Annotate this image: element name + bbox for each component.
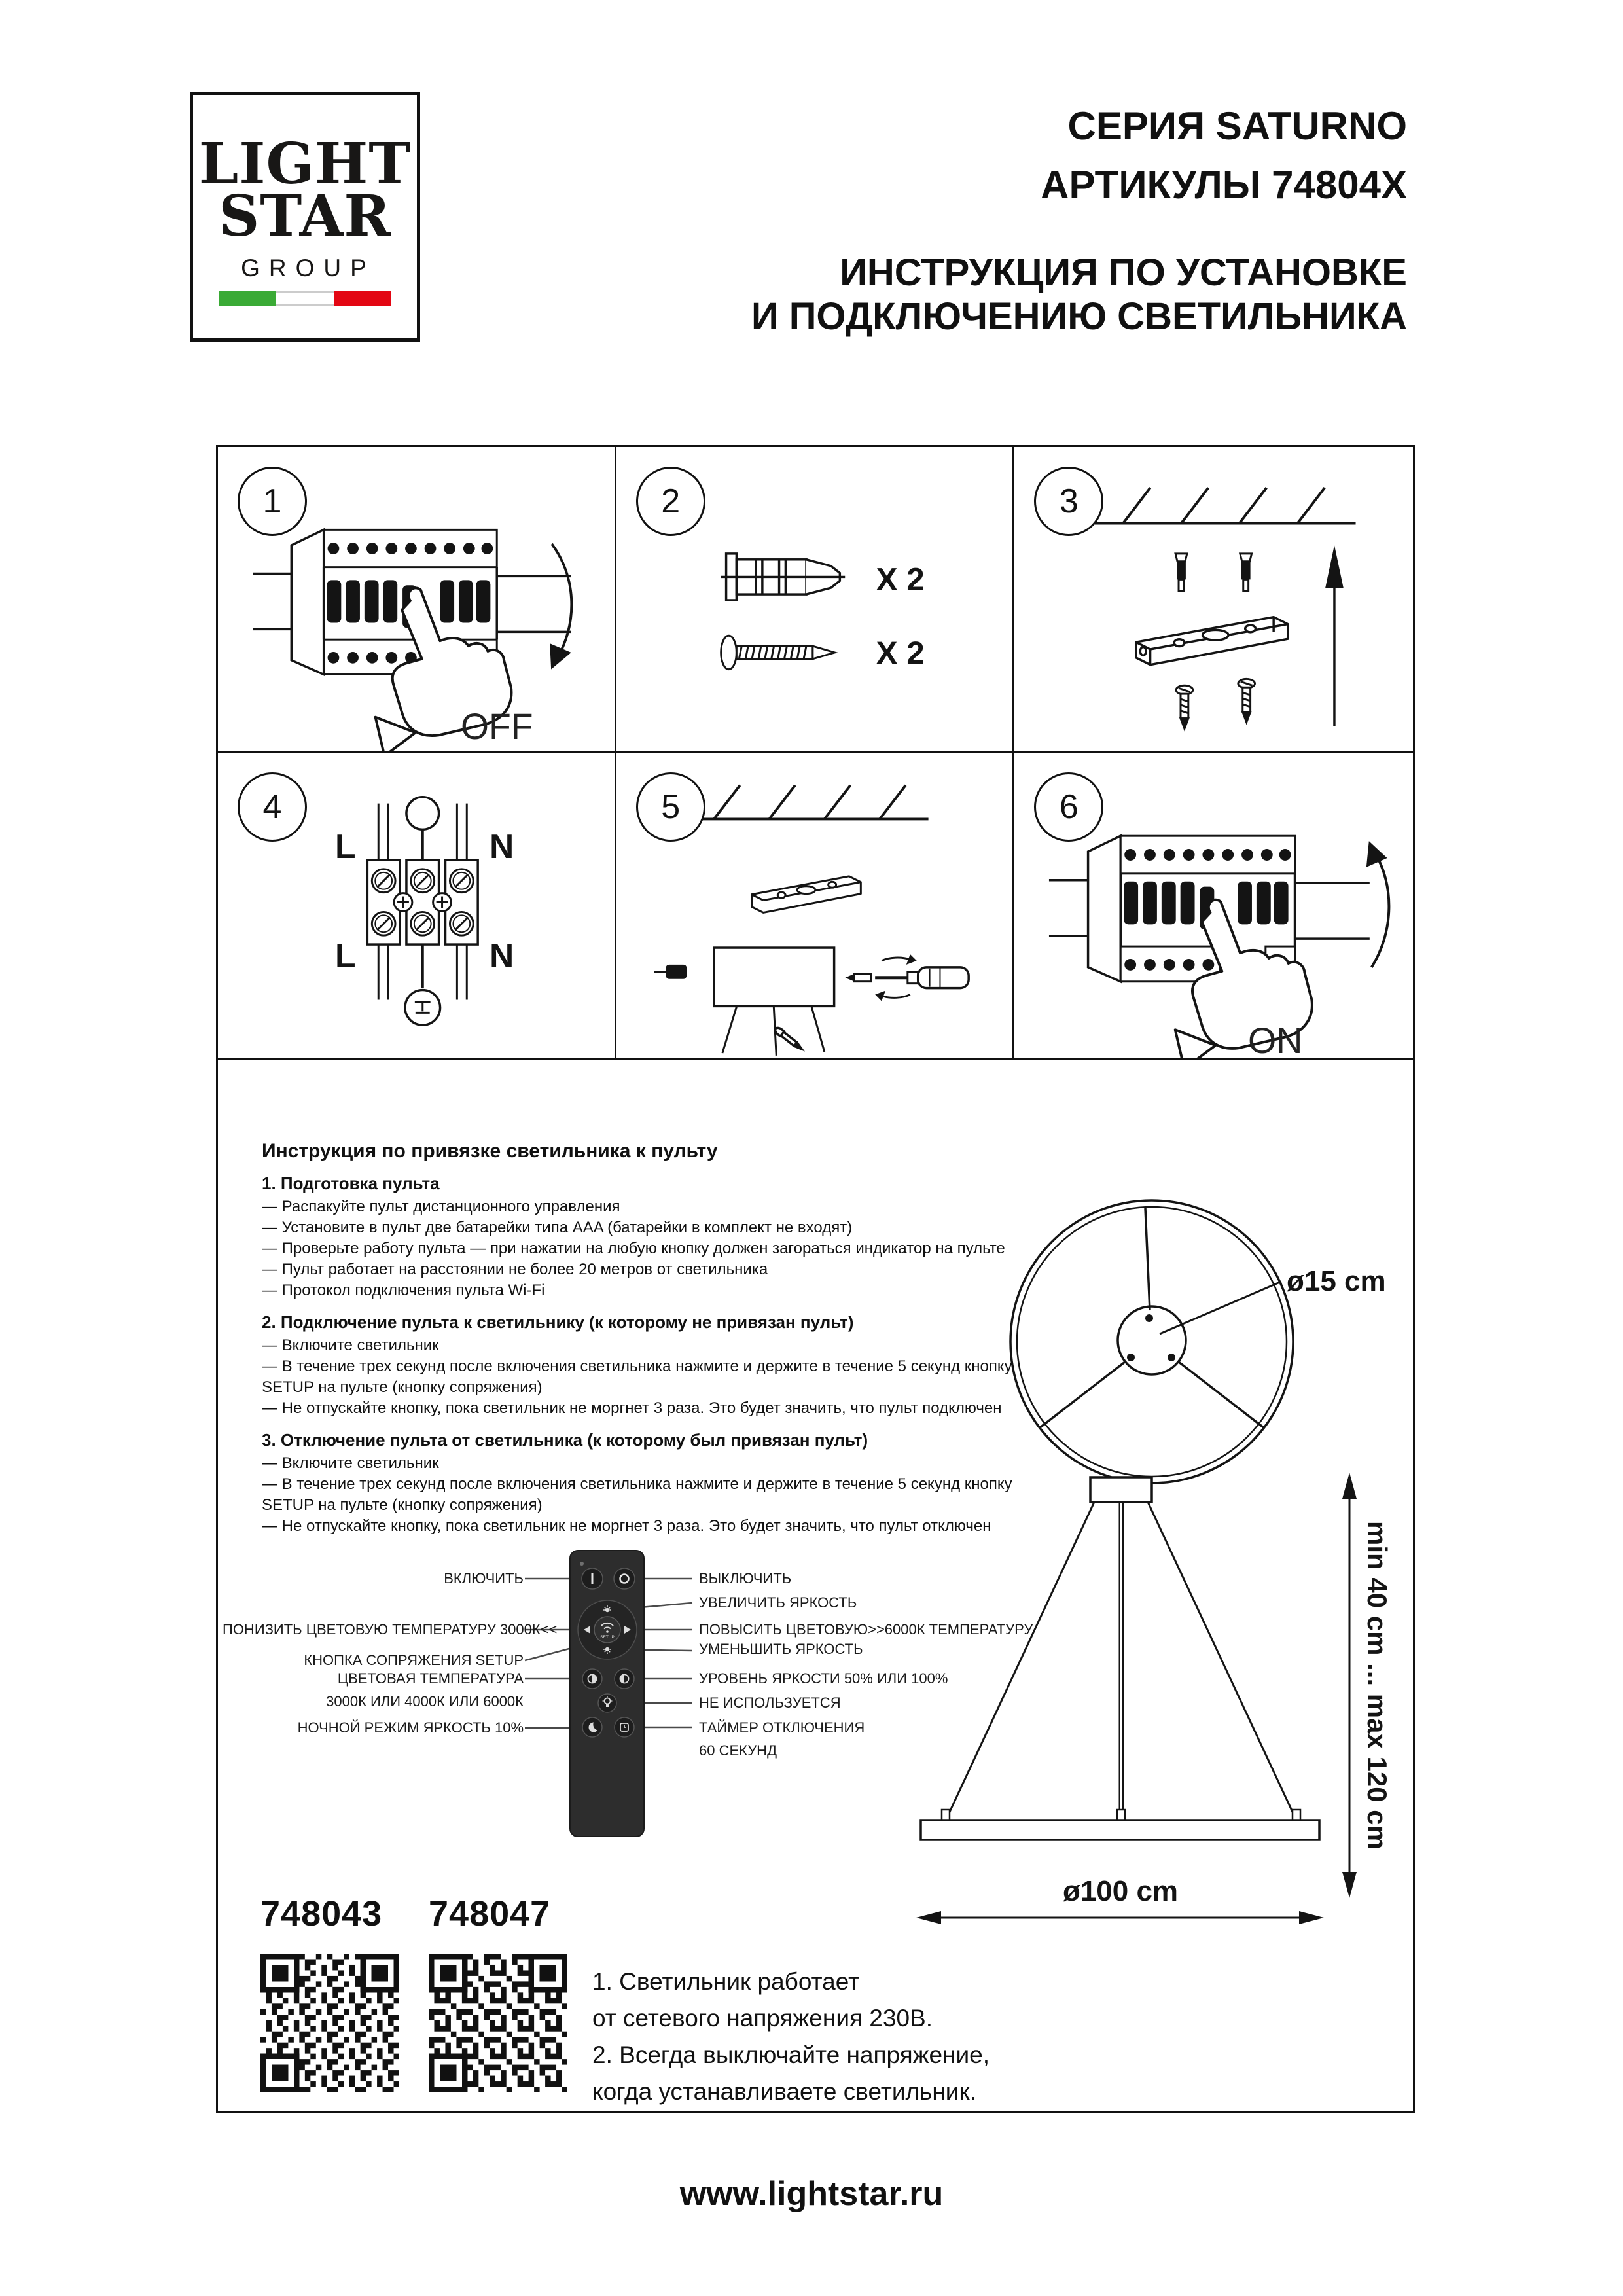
label-color-temperature-values: 3000К ИЛИ 4000К ИЛИ 6000К bbox=[326, 1693, 524, 1710]
instruction-item: — Распакуйте пульт дистанционного управления bbox=[262, 1198, 620, 1215]
mounting-bracket-icon bbox=[1136, 617, 1288, 665]
power-off-button bbox=[614, 1568, 635, 1589]
neutral-label-top: N bbox=[490, 827, 514, 866]
label-color-temperature: ЦВЕТОВАЯ ТЕМПЕРАТУРА bbox=[337, 1670, 524, 1687]
screw-icon bbox=[1176, 679, 1255, 728]
anchor-qty-label: X 2 bbox=[876, 562, 925, 598]
qr-code-748047 bbox=[429, 1954, 567, 2092]
pendant-diameter-label: ø100 cm bbox=[1062, 1875, 1179, 1907]
flag-red bbox=[334, 291, 391, 306]
product-code-1: 748043 bbox=[260, 1894, 383, 1933]
color-temperature-button bbox=[582, 1669, 602, 1689]
header-title-block bbox=[751, 97, 1407, 338]
section2-title: 2. Подключение пульта к светильнику (к которому не привязан пульт) bbox=[262, 1312, 854, 1332]
off-label: OFF bbox=[460, 706, 533, 747]
label-brightness-up: УВЕЛИЧИТЬ ЯРКОСТЬ bbox=[699, 1594, 857, 1611]
qr-code-748043 bbox=[260, 1954, 399, 2092]
unused-button bbox=[598, 1694, 616, 1712]
instructions-heading: Инструкция по привязке светильника к пульту bbox=[262, 1140, 718, 1162]
step-number-badge: 5 bbox=[636, 772, 705, 842]
instruction-item: — Включите светильник bbox=[262, 1454, 439, 1472]
pendant-dimensions-diagram bbox=[910, 1466, 1414, 1937]
neutral-label-bottom: N bbox=[490, 936, 514, 975]
label-power-on: ВКЛЮЧИТЬ bbox=[444, 1570, 524, 1587]
top-view-diameter-label: ø15 cm bbox=[1287, 1265, 1386, 1297]
step-number-badge: 4 bbox=[238, 772, 307, 842]
step-number-badge: 6 bbox=[1034, 772, 1103, 842]
label-not-used: НЕ ИСПОЛЬЗУЕТСЯ bbox=[699, 1695, 841, 1711]
label-color-temp-up: ПОВЫСИТЬ ЦВЕТОВУЮ>>6000К ТЕМПЕРАТУРУ bbox=[699, 1621, 1033, 1638]
line-label-top: L bbox=[334, 827, 356, 866]
articles-title: АРТИКУЛЫ 74804X bbox=[1041, 163, 1407, 207]
label-brightness-down: УМЕНЬШИТЬ ЯРКОСТЬ bbox=[699, 1641, 863, 1657]
instruction-item: — Пульт работает на расстоянии не более 20 метров от светильника bbox=[262, 1261, 768, 1278]
instruction-item: — В течение трех секунд после включения светильника нажмите и держите в течение 5 секунд кнопку SETUP на пульте (кнопку сопряжения) bbox=[262, 1357, 1012, 1396]
flag-white bbox=[276, 291, 334, 306]
installation-steps-grid bbox=[216, 445, 1415, 1060]
step-number-badge: 1 bbox=[238, 467, 307, 536]
panel-step-1 bbox=[218, 447, 616, 753]
warning-line: 1. Светильник работает bbox=[592, 1968, 860, 1995]
section1-title: 1. Подготовка пульта bbox=[262, 1174, 440, 1193]
setup-button bbox=[594, 1617, 620, 1643]
line-label-bottom: L bbox=[334, 936, 356, 975]
setup-button-label: SETUP bbox=[600, 1635, 615, 1640]
warning-line: от сетевого напряжения 230В. bbox=[592, 2005, 933, 2032]
remote-control bbox=[566, 1548, 648, 1839]
instruction-item: — Включите светильник bbox=[262, 1336, 439, 1354]
website-url: www.lightstar.ru bbox=[679, 2175, 944, 2213]
panel-step-6 bbox=[1014, 753, 1413, 1058]
lightstar-logo bbox=[190, 92, 420, 342]
fixture-top-view-diagram bbox=[982, 1178, 1414, 1505]
logo-group: GROUP bbox=[241, 255, 376, 281]
panel-step-4 bbox=[218, 753, 616, 1058]
on-label: ON bbox=[1248, 1020, 1303, 1058]
step-number-badge: 3 bbox=[1034, 467, 1103, 536]
safety-warnings bbox=[592, 1964, 1050, 2110]
night-mode-button bbox=[582, 1717, 602, 1737]
label-color-temp-down: ПОНИЗИТЬ ЦВЕТОВУЮ ТЕМПЕРАТУРУ 3000К<< bbox=[223, 1621, 558, 1638]
brightness-level-button bbox=[615, 1669, 634, 1689]
plug-icon bbox=[654, 965, 687, 979]
ground-symbol-icon bbox=[405, 990, 440, 1026]
instruction-item: — Не отпускайте кнопку, пока светильник не моргнет 3 раза. Это будет значить, что пульт подключен bbox=[262, 1399, 1002, 1417]
logo-light: LIGHT bbox=[198, 131, 412, 197]
remote-led-icon bbox=[580, 1562, 584, 1566]
label-brightness-level: УРОВЕНЬ ЯРКОСТИ 50% ИЛИ 100% bbox=[699, 1670, 948, 1687]
instruction-item: — Установите в пульт две батарейки типа AAA (батарейки в комплект не входят) bbox=[262, 1219, 853, 1236]
logo-star: STAR bbox=[219, 183, 391, 249]
warning-line: когда устанавливаете светильник. bbox=[592, 2078, 976, 2105]
instruction-item: — Проверьте работу пульта — при нажатии на любую кнопку должен загораться индикатор на пульте bbox=[262, 1240, 1005, 1257]
label-night-mode: НОЧНОЙ РЕЖИМ ЯРКОСТЬ 10% bbox=[297, 1719, 524, 1736]
instruction-item: — Протокол подключения пульта Wi-Fi bbox=[262, 1282, 545, 1299]
doc-title-line2: И ПОДКЛЮЧЕНИЮ СВЕТИЛЬНИКА bbox=[751, 295, 1407, 338]
timer-button bbox=[615, 1717, 634, 1737]
mounting-bracket-icon bbox=[751, 876, 861, 913]
screw-qty-label: X 2 bbox=[876, 635, 925, 672]
warning-line: 2. Всегда выключайте напряжение, bbox=[592, 2041, 990, 2068]
pendant-height-label: min 40 cm ... max 120 cm bbox=[1362, 1521, 1393, 1850]
label-setup-button: КНОПКА СОПРЯЖЕНИЯ SETUP bbox=[304, 1652, 524, 1668]
product-code-2: 748047 bbox=[429, 1894, 551, 1933]
step-number-badge: 2 bbox=[636, 467, 705, 536]
series-title: СЕРИЯ SATURNO bbox=[1067, 104, 1407, 148]
italian-flag-bar bbox=[219, 291, 391, 306]
power-on-button bbox=[582, 1568, 603, 1589]
panel-step-2 bbox=[616, 447, 1015, 753]
section3-title: 3. Отключение пульта от светильника (к которому был привязан пульт) bbox=[262, 1430, 868, 1450]
label-timer-seconds: 60 СЕКУНД bbox=[699, 1742, 777, 1759]
power-on-icon bbox=[592, 1573, 594, 1584]
panel-step-3 bbox=[1014, 447, 1413, 753]
screwdriver-icon bbox=[845, 954, 969, 1001]
instruction-item: — Не отпускайте кнопку, пока светильник не моргнет 3 раза. Это будет значить, что пульт отключен bbox=[262, 1517, 991, 1535]
wall-anchor-icon bbox=[1175, 554, 1251, 591]
flag-green bbox=[219, 291, 276, 306]
panel-step-5 bbox=[616, 753, 1015, 1058]
label-power-off: ВЫКЛЮЧИТЬ bbox=[699, 1570, 792, 1587]
doc-title-line1: ИНСТРУКЦИЯ ПО УСТАНОВКЕ bbox=[840, 251, 1407, 294]
instruction-item: — В течение трех секунд после включения светильника нажмите и держите в течение 5 секунд кнопку SETUP на пульте (кнопку сопряжения) bbox=[262, 1475, 1012, 1514]
label-timer: ТАЙМЕР ОТКЛЮЧЕНИЯ bbox=[699, 1719, 865, 1736]
